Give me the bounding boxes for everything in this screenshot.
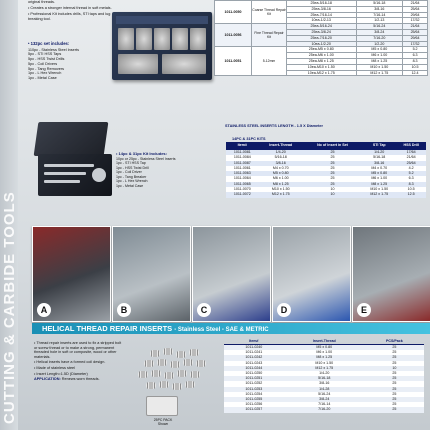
helical-bullet: • Thread repair inserts are used to fix a stripped bolt or screw thread or to make a strong, permanent threaded hole in soft or composite, wood or other materials. (34, 341, 122, 359)
table-cell: 25 (365, 355, 424, 360)
table-cell: 25 (303, 171, 362, 176)
kit-drill: 21/64 (403, 24, 428, 30)
kit-drill: 17/32 (403, 18, 428, 24)
column-header: PCS/Pack (365, 338, 424, 345)
kit14-item: 1pc - L Hex Wrench (116, 179, 148, 183)
table-cell: 1/4-20 (362, 150, 396, 155)
table-cell: M6 x 1.00 (259, 176, 303, 181)
kit132-list (28, 42, 123, 81)
kit-insert-qty: 25ea-7/16-20 (287, 35, 357, 41)
kit-sti-tap: M5 x 0.80 (356, 47, 403, 53)
table-cell: 3/8-16 (362, 161, 396, 166)
helical-section-header (32, 323, 430, 334)
table-cell: 1011-0255 (224, 397, 284, 402)
table-cell: 1011-0244 (224, 366, 284, 371)
table-cell: 5/16-18 (284, 376, 365, 381)
column-header: Insert-Thread (284, 338, 365, 345)
table-cell: 1011-0087 (226, 161, 259, 166)
table-cell: 1011-0242 (224, 355, 284, 360)
step-photo (352, 226, 430, 322)
table-cell: 1011-0251 (224, 376, 284, 381)
kit-case-photo (112, 12, 212, 80)
kit14-list (116, 152, 208, 188)
table-cell: 1011-0250 (224, 371, 284, 376)
table-row (224, 355, 424, 360)
kit-drill: 29/64 (403, 35, 428, 41)
kit132-item: 110pc - Stainless Steel Inserts (28, 47, 80, 52)
table-cell: 25 (365, 381, 424, 386)
kit-drill: 25/64 (403, 6, 428, 12)
rail-title: CUTTING & CARBIDE TOOLS (1, 191, 18, 424)
helical-bullet: • Helical inserts have a formed coil design. (34, 360, 106, 365)
table-cell: 25 (303, 155, 362, 160)
table-cell: 1/4-28 (284, 387, 365, 392)
kit132-item: 1pc - Metal Case (28, 75, 57, 80)
table-cell: 4.2 (396, 166, 426, 171)
step-photo (112, 226, 191, 322)
table-cell: M6 x 1.00 (284, 350, 365, 355)
table-cell: 25 (365, 376, 424, 381)
kit-sti-tap: 7/16-20 (356, 35, 403, 41)
table-row (224, 407, 424, 412)
kit-sti-tap: 1/2-20 (356, 41, 403, 47)
helical-subtitle: - Stainless Steel - SAE & METRIC (174, 327, 269, 333)
kit-item-number: 1011-0050 (215, 1, 252, 24)
table-cell: 1011-0256 (224, 402, 284, 407)
table-cell: 1011-0243 (224, 361, 284, 366)
kit-name: Fine Thread Repair Kit (252, 24, 287, 47)
kit-insert-qty: 25ea-M6 x 1.00 (287, 53, 357, 59)
table-cell: 25 (365, 397, 424, 402)
kit14-item: 1pc - Metal Case (116, 183, 144, 188)
helical-bullet: • Insert Length=1.5D (Diameter) (34, 371, 88, 376)
table-cell: 3/8-16 (284, 381, 365, 386)
table-cell: 12.5 (396, 192, 426, 197)
table-cell: M8 x 1.25 (284, 355, 365, 360)
table-cell: 10.5 (396, 187, 426, 192)
kit132-item: 5pc - Tang Removers (28, 66, 65, 71)
application-label: APPLICATION: (34, 377, 61, 382)
table-row (224, 381, 424, 386)
kit-sti-tap: M8 x 1.25 (356, 58, 403, 64)
table-cell: 1011-0081 (226, 150, 259, 155)
table-cell: 17/64 (396, 150, 426, 155)
table-cell: 25 (303, 161, 362, 166)
kit14-item: 1pc - Tang Breaker (116, 174, 147, 179)
table-cell: 6.3 (396, 176, 426, 181)
kit-insert-qty: 25ea-M5 x 0.80 (287, 47, 357, 53)
table-cell: M5 x 0.80 (284, 345, 365, 351)
kit132-item: 5pc - STI HSS Taps (28, 52, 62, 57)
table-cell: M6 x 1.00 (362, 176, 396, 181)
kit-sti-tap: M6 x 1.00 (356, 53, 403, 59)
table-cell: 1011-0240 (224, 345, 284, 351)
table-cell: 25 (303, 176, 362, 181)
kit-table (214, 0, 428, 76)
kit132-heading: • 132pc set includes: (28, 41, 70, 46)
table-cell: M8 x 1.25 (362, 182, 396, 187)
table-cell: 25 (365, 392, 424, 397)
step-letter: D (277, 303, 291, 317)
table-cell: 5/16-18 (362, 155, 396, 160)
kit-drill: 12.4 (403, 70, 428, 76)
table-cell: 25/64 (396, 161, 426, 166)
table-cell: 1011-0252 (224, 381, 284, 386)
table-cell: M10 x 1.50 (362, 187, 396, 192)
table-cell: 1011-0063 (226, 171, 259, 176)
table-cell: 1011-0072 (226, 192, 259, 197)
kit132-item: 1pc - L Hex Wrench (28, 71, 62, 76)
step-photo (272, 226, 351, 322)
kit-insert-qty: 25ea-5/16-24 (287, 24, 357, 30)
kit-drill: 8.3 (403, 58, 428, 64)
kit-item-number: 1011-0051 (215, 47, 252, 76)
kit-drill: 6.3 (403, 53, 428, 59)
kit-drill: 29/64 (403, 12, 428, 18)
kit-insert-qty: 25ea-M8 x 1.25 (287, 58, 357, 64)
small-kit-case-photo (32, 120, 114, 200)
kit-sti-tap: M12 x 1.75 (356, 70, 403, 76)
kit-drill: 10.5 (403, 64, 428, 70)
inserts-photo (130, 340, 210, 398)
table-cell: 10 (365, 366, 424, 371)
left-rail (0, 0, 18, 430)
kit-sti-tap: 3/8-24 (356, 29, 403, 35)
kit-sti-tap: 1/2-13 (356, 18, 403, 24)
table-cell: M10 x 1.50 (259, 187, 303, 192)
table-cell: 3/8-24 (284, 397, 365, 402)
table-cell: 25 (303, 182, 362, 187)
step-letter: A (37, 303, 51, 317)
kit-sti-tap: 5/16-18 (356, 1, 403, 7)
kit-insert-qty: 25ea-3/8-24 (287, 29, 357, 35)
feature-item: • Creates a stronger internal thread in soft metals. (28, 6, 112, 11)
kit-item-number: 1011-0056 (215, 24, 252, 47)
table-cell: M4 x 0.70 (259, 166, 303, 171)
table-cell: 10 (303, 187, 362, 192)
kit-insert-qty: 10ea-M12 x 1.75 (287, 70, 357, 76)
table-cell: 5/16-18 (259, 155, 303, 160)
table-cell: 1/4-20 (284, 371, 365, 376)
table-cell: 5/16-24 (284, 392, 365, 397)
table-cell: M5 x 0.80 (362, 171, 396, 176)
table-cell: M10 x 1.50 (284, 361, 365, 366)
helical-application (34, 377, 124, 382)
pack-caption: 25PC PACK Shown (153, 418, 173, 426)
helical-title: HELICAL THREAD REPAIR INSERTS (42, 324, 173, 333)
table-cell: M12 x 1.75 (284, 366, 365, 371)
table-cell: M4 x 0.70 (362, 166, 396, 171)
column-header: Item# (226, 142, 259, 150)
pack-photo (146, 396, 178, 416)
helical-inserts-table (224, 338, 424, 413)
feature-item: original threads. (28, 0, 56, 4)
kit14-item: 1pc - STI HSS Tap (116, 161, 146, 165)
table-cell: 1011-0070 (226, 187, 259, 192)
kit-insert-qty: 25ea-3/8-16 (287, 6, 357, 12)
kit-sti-tap: M10 x 1.50 (356, 64, 403, 70)
kit-insert-qty: 10ea-1/2-13 (287, 18, 357, 24)
step-letter: E (357, 303, 371, 317)
step-letter: B (117, 303, 131, 317)
table-cell: 25 (365, 387, 424, 392)
column-header: Item# (224, 338, 284, 345)
table-row (226, 192, 426, 197)
helical-description (34, 341, 124, 383)
table-cell: 1011-0065 (226, 182, 259, 187)
kit-drill: 21/64 (403, 1, 428, 7)
kit14-item: 1pc - HSS Twist Drill (116, 165, 149, 170)
helical-bullet: • Made of stainless steel (34, 365, 76, 370)
kit14-item: 10pc or 25pc - Stainless Steel Inserts (116, 156, 176, 161)
table-cell: 25 (365, 345, 424, 351)
feature-item: • Professional Kit includes drills, STI taps and lug breaking tool. (28, 12, 111, 21)
table-cell: M12 x 1.75 (362, 192, 396, 197)
table2-title: 14PC & 31PC KITS (232, 137, 266, 141)
table-cell: 1011-0254 (224, 392, 284, 397)
table-cell: 21/64 (396, 155, 426, 160)
step-letter: C (197, 303, 211, 317)
application-text: Renews worn threads. (61, 377, 100, 382)
step-photo (192, 226, 271, 322)
kit-insert-qty: 25ea-5/16-18 (287, 1, 357, 7)
kit-sti-tap: 3/8-16 (356, 6, 403, 12)
table-cell: 25 (303, 166, 362, 171)
table-cell: M8 x 1.25 (259, 182, 303, 187)
table-cell: 25 (303, 150, 362, 155)
table-cell: 3/8-16 (259, 161, 303, 166)
kit-insert-qty: 25ea-7/16-14 (287, 12, 357, 18)
features-list (28, 0, 118, 23)
install-steps (32, 226, 428, 326)
table-cell: 7/16-14 (284, 402, 365, 407)
kit14-item: 1pc - Coil Driver (116, 170, 142, 174)
kit-drill: 25/64 (403, 29, 428, 35)
table-cell: 25 (365, 361, 424, 366)
table-cell: 1011-0241 (224, 350, 284, 355)
table-cell: 7/16-20 (284, 407, 365, 412)
kit-name: 5-12mm (252, 47, 287, 76)
kit-name: Coarse Thread Repair Kit (252, 1, 287, 24)
table-cell: M5 x 0.80 (259, 171, 303, 176)
table-cell: M12 x 1.75 (259, 192, 303, 197)
kit132-item: 5pc - HSS Twist Drills (28, 57, 65, 62)
kit-drill: 17/32 (403, 41, 428, 47)
table-cell: 25 (365, 407, 424, 412)
column-header: Insert-Thread (259, 142, 303, 150)
table-cell: 1011-0253 (224, 387, 284, 392)
column-header: No of Insert in Set (303, 142, 362, 150)
table-cell: 1/4-20 (259, 150, 303, 155)
kit-insert-qty: 10ea-M10 x 1.50 (287, 64, 357, 70)
table-cell: 1011-0257 (224, 407, 284, 412)
table-cell: 25 (365, 402, 424, 407)
table-cell: 8.3 (396, 182, 426, 187)
table-cell: 25 (365, 371, 424, 376)
table-cell: 5.2 (396, 171, 426, 176)
table-cell: 25 (365, 350, 424, 355)
table-cell: 1011-0061 (226, 166, 259, 171)
kit132-item: 5pc - Coil Drivers (28, 61, 58, 66)
table-cell: 10 (303, 192, 362, 197)
kit-insert-qty: 10ea-1/2-20 (287, 41, 357, 47)
kit-sti-tap: 5/16-24 (356, 24, 403, 30)
column-header: STI Tap (362, 142, 396, 150)
column-header: HSS Drill (396, 142, 426, 150)
kit-drill: 5.2 (403, 47, 428, 53)
step-photo (32, 226, 111, 322)
table-cell: 1011-0084 (226, 155, 259, 160)
kits-table (226, 142, 426, 198)
kit-sti-tap: 7/16-14 (356, 12, 403, 18)
table-cell: 1011-0064 (226, 176, 259, 181)
inserts-length-note: STAINLESS STEEL INSERTS LENGTH - 1.5 X Diameter (225, 124, 323, 128)
kit14-heading: • 14pc & 31pc Kit Includes: (116, 151, 167, 156)
